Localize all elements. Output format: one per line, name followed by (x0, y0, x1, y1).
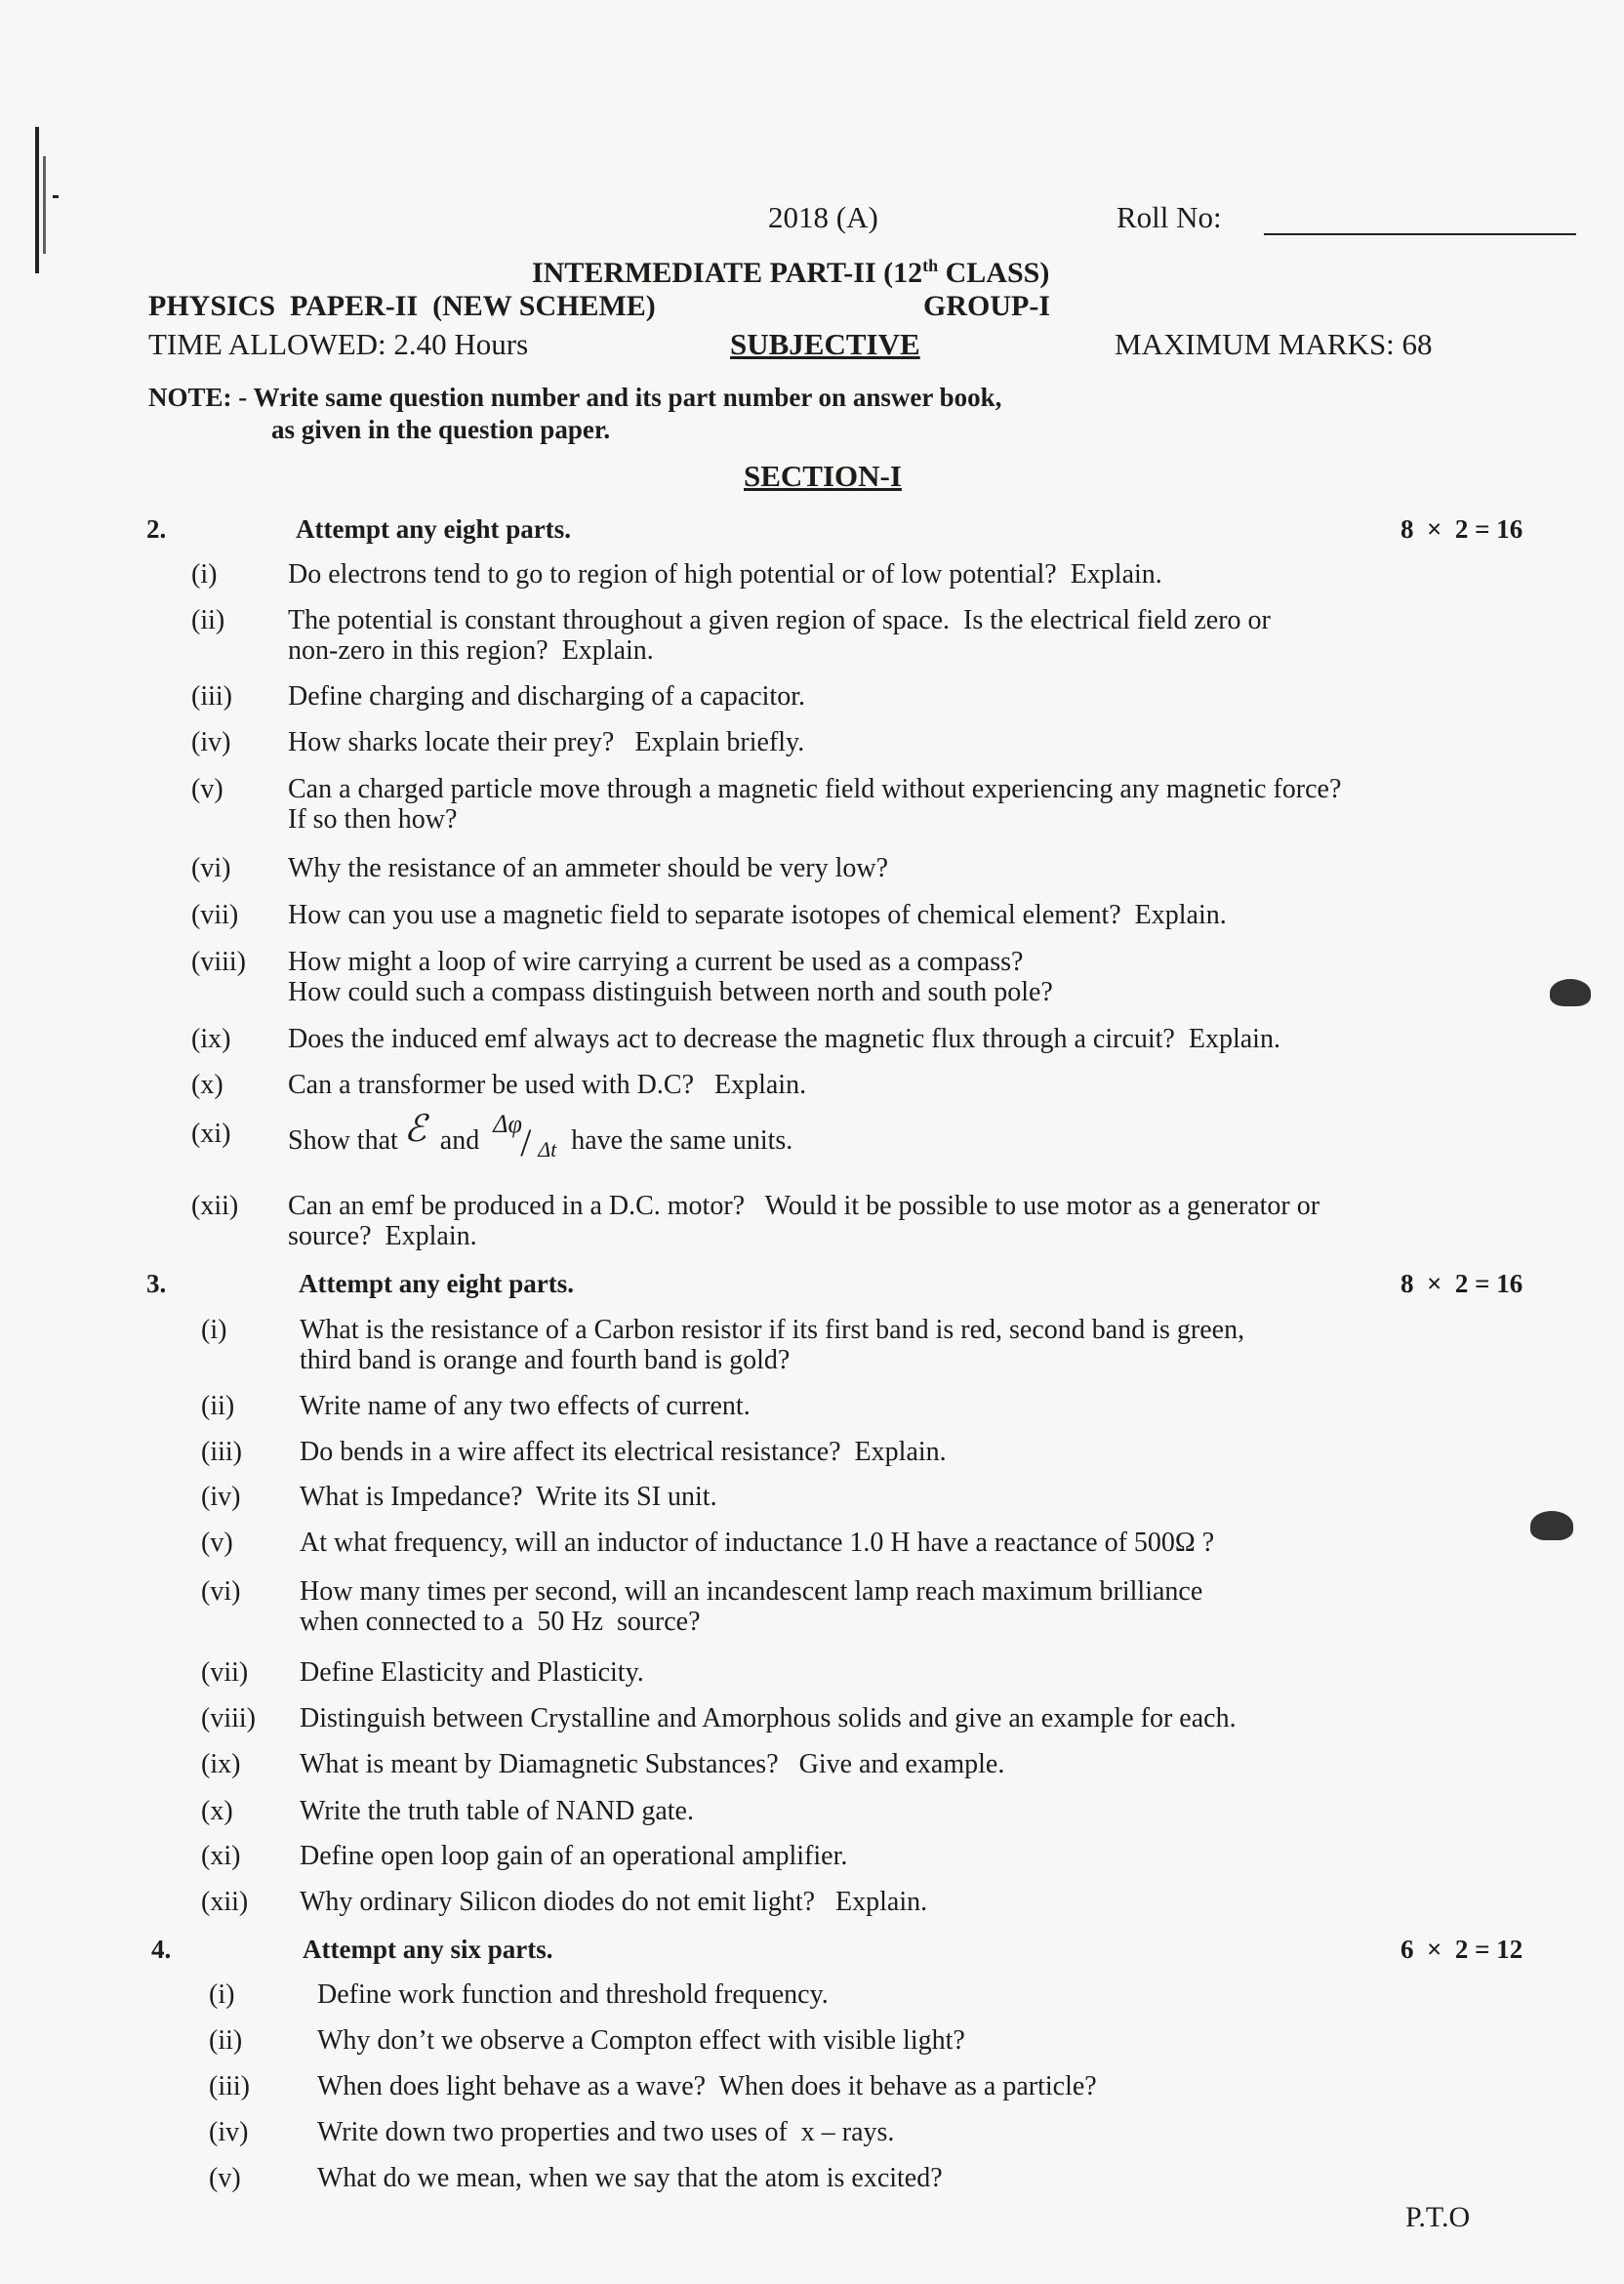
part-number: (ii) (209, 2025, 243, 2056)
part-number: (iv) (201, 1482, 241, 1512)
part-number: (iii) (201, 1437, 242, 1467)
part-number: (x) (191, 1070, 223, 1100)
part-text-mid: and (439, 1125, 480, 1156)
part-number: (iv) (191, 727, 231, 757)
roll-number-field[interactable] (1264, 233, 1576, 235)
part-number: (viii) (201, 1703, 256, 1733)
part-number: (v) (191, 774, 223, 804)
question-marks: 8 × 2 = 16 (1401, 1269, 1523, 1298)
part-text: non-zero in this region? Explain. (288, 635, 654, 666)
hole-punch-mark (1530, 1511, 1573, 1540)
part-text: Define work function and threshold frequency. (317, 1979, 829, 2010)
hole-punch-mark (1550, 979, 1591, 1006)
part-text: when connected to a 50 Hz source? (300, 1607, 701, 1637)
part-number: (ii) (191, 605, 225, 635)
part-number: (i) (201, 1315, 227, 1345)
part-text: Write down two properties and two uses of x – rays. (317, 2117, 895, 2147)
part-text: What is Impedance? Write its SI unit. (300, 1482, 717, 1512)
part-text: Can a charged particle move through a magnetic field without experiencing any magnetic force? (288, 774, 1342, 804)
part-text: What is meant by Diamagnetic Substances? Give and example. (300, 1749, 1005, 1779)
fraction-slash: / (520, 1120, 532, 1164)
time-allowed: TIME ALLOWED: 2.40 Hours (148, 327, 529, 361)
part-number: (xii) (201, 1887, 249, 1917)
exam-year: 2018 (A) (768, 200, 878, 234)
part-text: How sharks locate their prey? Explain briefly. (288, 727, 805, 757)
question-marks: 6 × 2 = 12 (1401, 1935, 1523, 1964)
part-text: What do we mean, when we say that the atom is excited? (317, 2163, 943, 2193)
part-text: Define Elasticity and Plasticity. (300, 1657, 644, 1688)
part-number: (i) (209, 1979, 235, 2010)
part-text: At what frequency, will an inductor of inductance 1.0 H have a reactance of 500Ω ? (300, 1528, 1215, 1558)
part-number: (vii) (191, 900, 239, 930)
scan-mark (53, 195, 59, 198)
exam-title: INTERMEDIATE PART-II (12th CLASS) (532, 256, 1050, 289)
part-number: (vii) (201, 1657, 249, 1688)
note-line-2: as given in the question paper. (271, 415, 611, 444)
part-text: Write name of any two effects of current. (300, 1391, 751, 1421)
part-number: (iii) (209, 2071, 250, 2101)
question-instruction: Attempt any six parts. (303, 1935, 553, 1964)
paper-title: PHYSICS PAPER-II (NEW SCHEME) (148, 290, 656, 322)
part-number: (i) (191, 559, 218, 590)
maximum-marks: MAXIMUM MARKS: 68 (1115, 327, 1433, 361)
part-number: (xi) (201, 1841, 241, 1871)
part-text (288, 1109, 793, 1164)
part-text: How can you use a magnetic field to separate isotopes of chemical element? Explain. (288, 900, 1227, 930)
part-text: What is the resistance of a Carbon resistor if its first band is red, second band is green, (300, 1315, 1245, 1345)
part-text: Distinguish between Crystalline and Amorphous solids and give an example for each. (300, 1703, 1237, 1733)
scan-mark (35, 127, 39, 273)
page-turn-note: P.T.O (1405, 2201, 1471, 2233)
part-text: If so then how? (288, 804, 458, 835)
flux-rate-fraction (493, 1109, 571, 1164)
part-number: (ix) (201, 1749, 241, 1779)
part-text: Does the induced emf always act to decrease the magnetic flux through a circuit? Explain. (288, 1024, 1280, 1054)
part-number: (ii) (201, 1391, 235, 1421)
part-text: Why don’t we observe a Compton effect with visible light? (317, 2025, 965, 2056)
part-text: Define open loop gain of an operational amplifier. (300, 1841, 848, 1871)
part-text: Can an emf be produced in a D.C. motor? Would it be possible to use motor as a generator or (288, 1191, 1320, 1221)
part-number: (iii) (191, 681, 232, 712)
fraction-denominator: Δt (538, 1136, 557, 1162)
question-instruction: Attempt any eight parts. (299, 1269, 574, 1298)
part-text: Can a transformer be used with D.C? Explain. (288, 1070, 807, 1100)
question-marks: 8 × 2 = 16 (1401, 514, 1523, 544)
scan-mark (43, 156, 46, 254)
part-number: (x) (201, 1796, 233, 1826)
part-text-post: have the same units. (571, 1125, 793, 1156)
part-number: (ix) (191, 1024, 231, 1054)
question-number: 3. (146, 1269, 167, 1298)
part-text: Why ordinary Silicon diodes do not emit light? Explain. (300, 1887, 928, 1917)
part-number: (xii) (191, 1191, 239, 1221)
emf-symbol: ℰ (403, 1109, 426, 1150)
part-text: Do bends in a wire affect its electrical resistance? Explain. (300, 1437, 947, 1467)
part-number: (vi) (191, 853, 231, 883)
part-number: (vi) (201, 1576, 241, 1607)
part-text-pre: Show that (288, 1125, 398, 1156)
part-text: Why the resistance of an ammeter should be very low? (288, 853, 889, 883)
part-text: How many times per second, will an incandescent lamp reach maximum brilliance (300, 1576, 1203, 1607)
part-number: (xi) (191, 1119, 231, 1149)
part-text: source? Explain. (288, 1221, 477, 1251)
part-text: How might a loop of wire carrying a current be used as a compass? (288, 947, 1024, 977)
part-text: third band is orange and fourth band is gold? (300, 1345, 791, 1375)
part-number: (viii) (191, 947, 246, 977)
part-text: Do electrons tend to go to region of high potential or of low potential? Explain. (288, 559, 1162, 590)
part-number: (iv) (209, 2117, 249, 2147)
section-title: SECTION-I (744, 459, 902, 493)
question-number: 2. (146, 514, 167, 544)
fraction-numerator: Δφ (493, 1109, 522, 1138)
paper-type: SUBJECTIVE (730, 327, 920, 361)
part-text: When does light behave as a wave? When does it behave as a particle? (317, 2071, 1097, 2101)
part-text: Define charging and discharging of a capacitor. (288, 681, 805, 712)
part-text: The potential is constant throughout a given region of space. Is the electrical field zero or (288, 605, 1271, 635)
group-label: GROUP-I (923, 290, 1050, 322)
question-number: 4. (151, 1935, 172, 1964)
question-instruction: Attempt any eight parts. (296, 514, 571, 544)
part-number: (v) (201, 1528, 233, 1558)
part-number: (v) (209, 2163, 241, 2193)
note-line-1: NOTE: - Write same question number and its part number on answer book, (148, 383, 1002, 412)
roll-number-label: Roll No: (1116, 200, 1222, 234)
part-text: Write the truth table of NAND gate. (300, 1796, 694, 1826)
part-text: How could such a compass distinguish between north and south pole? (288, 977, 1053, 1007)
